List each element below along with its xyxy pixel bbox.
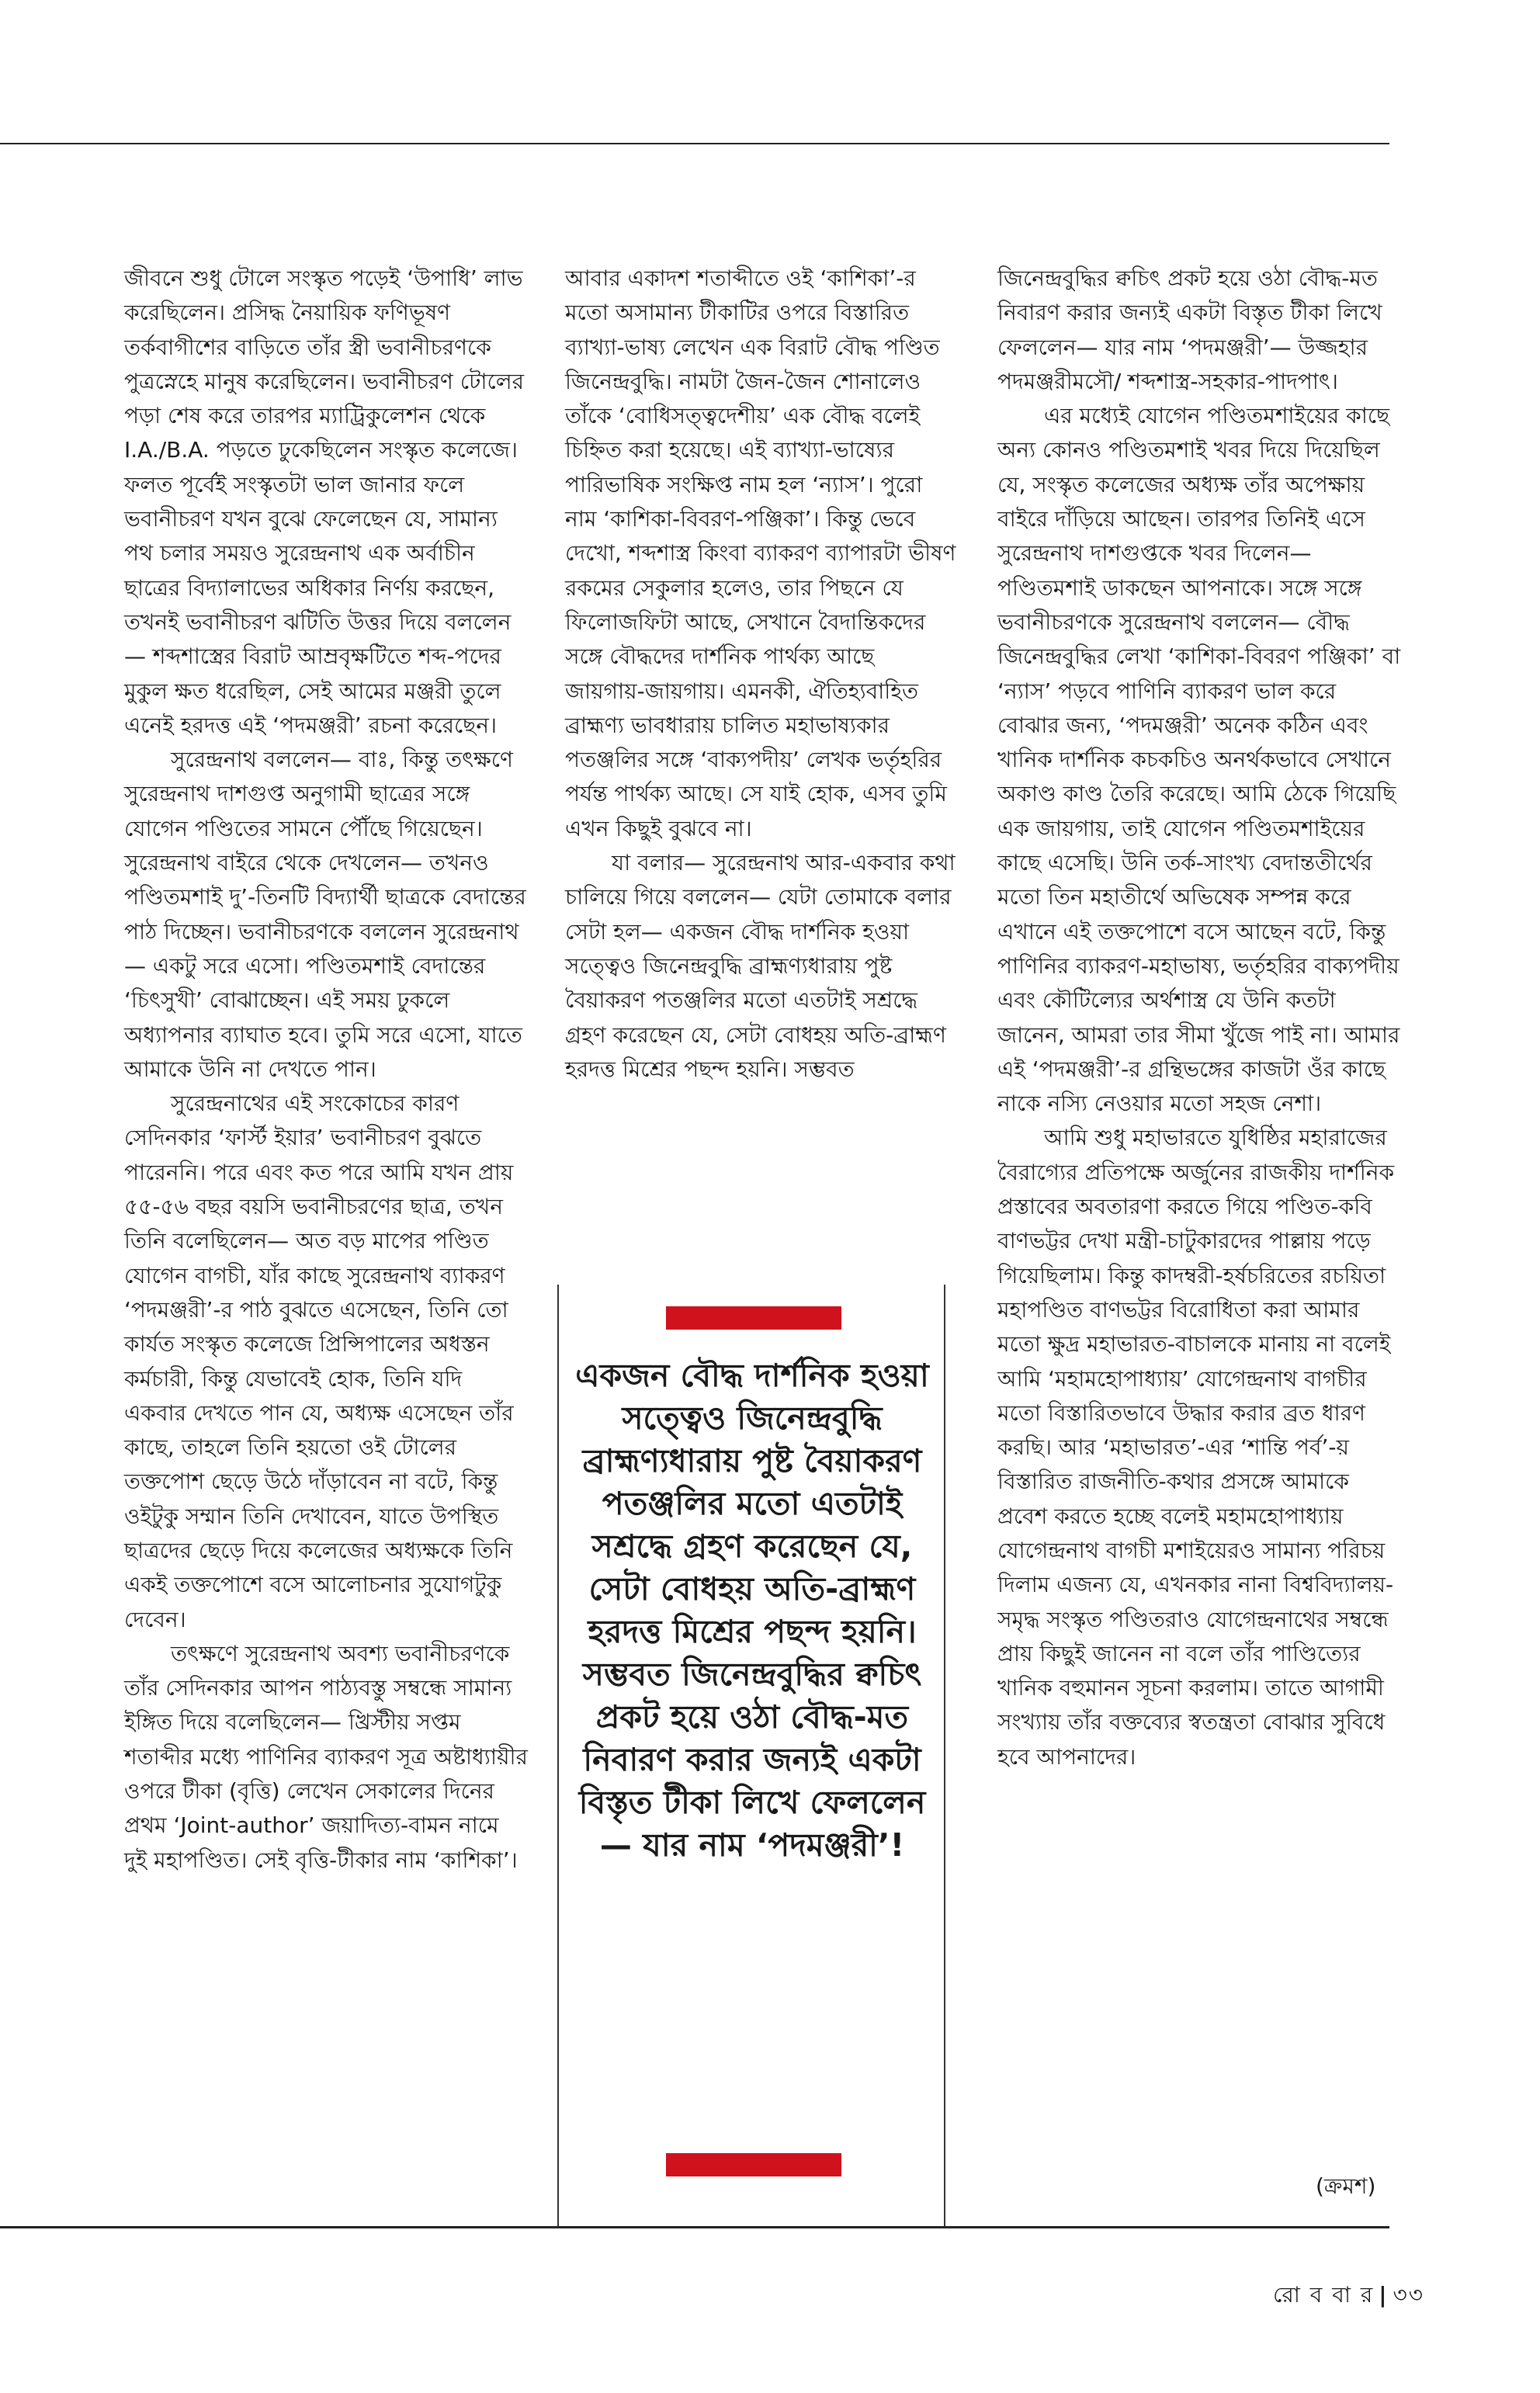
continued-marker: (ক্রমশ) — [1316, 2173, 1376, 2199]
article-column-1 — [124, 262, 528, 1878]
paragraph: জীবনে শুধু টোলে সংস্কৃত পড়েই ‘উপাধি’ লাভ করেছিলেন। প্রসিদ্ধ নৈয়ায়িক ফণিভূষণ তর্কবাগীশের বাড়িতে তাঁর স্ত্রী ভবানীচরণকে পুত্রস্নেহে মানুষ করেছিলেন। ভবানীচরণ টোলের পড়া শেষ করে তারপর ম্যাট্রিকুলেশন থেকে I.A./B.A. পড়তে ঢুকেছিলেন সংস্কৃত কলেজে। ফলত পূর্বেই সংস্কৃতটা ভাল জানার ফলে ভবানীচরণ যখন বুঝে ফেলেছেন যে, সামান্য পথ চলার সময়ও সুরেন্দ্রনাথ এক অর্বাচীন ছাত্রের বিদ্যালাভের অধিকার নির্ণয় করছেন, তখনই ভবানীচরণ ঝটিতি উত্তর দিয়ে বললেন— শব্দশাস্ত্রের বিরাট আম্রবৃক্ষটিতে শব্দ-পদের মুকুল ক্ষত ধরেছিল, সেই আমের মঞ্জরী তুলে এনেই হরদত্ত এই ‘পদমঞ্জরী’ রচনা করেছেন। — [124, 265, 524, 738]
paragraph: আমি শুধু মহাভারতে যুধিষ্ঠির মহারাজের বৈরাগ্যের প্রতিপক্ষে অর্জুনের রাজকীয় দার্শনিক প্রস্তাবের অবতারণা করতে গিয়ে পণ্ডিত-কবি বাণভট্টর দেখা মন্ত্রী-চাটুকারদের পাল্লায় পড়ে গিয়েছিলাম। কিন্তু কাদম্বরী-হর্ষচরিতের রচয়িতা মহাপণ্ডিত বাণভট্টর বিরোধিতা করা আমার মতো ক্ষুদ্র মহাভারত-বাচালকে মানায় না বলেই আমি ‘মহামহোপাধ্যায়’ যোগেন্দ্রনাথ বাগচীর মতো বিস্তারিতভাবে উদ্ধার করার ব্রত ধারণ করছি। আর ‘মহাভারত’-এর ‘শান্তি পর্ব’-য় বিস্তারিত রাজনীতি-কথার প্রসঙ্গে আমাকে প্রবেশ করতে হচ্ছে বলেই মহামহোপাধ্যায় যোগেন্দ্রনাথ বাগচী মশাইয়েরও সামান্য পরিচয় দিলাম এজন্য যে, এখনকার নানা বিশ্ববিদ্যালয়-সমৃদ্ধ সংস্কৃত পণ্ডিতরাও যোগেন্দ্রনাথের সম্বন্ধে প্রায় কিছুই জানেন না বলে তাঁর পাণ্ডিত্যের খানিক বহুমানন সূচনা করলাম। তাতে আগামী সংখ্যায় তাঁর বক্তব্যের স্বতন্ত্রতা বোঝার সুবিধে হবে আপনাদের। — [997, 1125, 1395, 1770]
pullquote-right-border — [944, 1285, 945, 2226]
paragraph: আবার একাদশ শতাব্দীতে ওই ‘কাশিকা’-র মতো অসামান্য টীকাটির ওপরে বিস্তারিত ব্যাখ্যা-ভাষ্য লেখেন এক বিরাট বৌদ্ধ পণ্ডিত জিনেন্দ্রবুদ্ধি। নামটা জৈন-জৈন শোনালেও তাঁকে ‘বোধিসত্ত্বদেশীয়’ এক বৌদ্ধ বলেই চিহ্নিত করা হয়েছে। এই ব্যাখ্যা-ভাষ্যের পারিভাষিক সংক্ষিপ্ত নাম হল ‘ন্যাস’। পুরো নাম ‘কাশিকা-বিবরণ-পঞ্জিকা’। কিন্তু ভেবে দেখো, শব্দশাস্ত্র কিংবা ব্যাকরণ ব্যাপারটা ভীষণ রকমের সেকুলার হলেও, তার পিছনে যে ফিলোজফিটা আছে, সেখানে বৈদান্তিকদের সঙ্গে বৌদ্ধদের দার্শনিক পার্থক্য আছে জায়গায়-জায়গায়। এমনকী, ঐতিহ্যবাহিত ব্রাহ্মণ্য ভাবধারায় চালিত মহাভাষ্যকার পতঞ্জলির সঙ্গে ‘বাক্যপদীয়’ লেখক ভর্তৃহরির পর্যন্ত পার্থক্য আছে। সে যাই হোক, এসব তুমি এখন কিছুই বুঝবে না। — [565, 265, 956, 841]
pullquote-bottom-red-bar — [666, 2153, 841, 2176]
magazine-name: রো ব বা র — [1273, 2282, 1375, 2308]
pullquote: একজন বৌদ্ধ দার্শনিক হওয়া সত্ত্বেও জিনেন্দ্রবুদ্ধি ব্রাহ্মণ্যধারায় পুষ্ট বৈয়াকরণ পতঞ্জলির মতো এতটাই সশ্রদ্ধে গ্রহণ করেছেন যে, সেটা বোধহয় অতি-ব্রাহ্মণ হরদত্ত মিশ্রের পছন্দ হয়নি। সম্ভবত জিনেন্দ্রবুদ্ধির ক্বচিৎ প্রকট হয়ে ওঠা বৌদ্ধ-মত নিবারণ করার জন্যই একটা বিস্তৃত টীকা লিখে ফেললেন— যার নাম ‘পদমঞ্জরী’! — [575, 1357, 929, 1864]
paragraph: তৎক্ষণে সুরেন্দ্রনাথ অবশ্য ভবানীচরণকে তাঁর সেদিনকার আপন পাঠ্যবস্তু সম্বন্ধে সামান্য ইঙ্গিত দিয়ে বলেছিলেন— খ্রিস্টীয় সপ্তম শতাব্দীর মধ্যে পাণিনির ব্যাকরণ সূত্র অষ্টাধ্যায়ীর ওপরে টীকা (বৃত্তি) লেখেন সেকালের দিনের প্রথম ‘Joint-author’ জয়াদিত্য-বামন নামে দুই মহাপণ্ডিত। সেই বৃত্তি-টীকার নাম ‘কাশিকা’। — [124, 1640, 528, 1873]
article-column-2 — [565, 262, 959, 1087]
article-column-3 — [997, 262, 1401, 1774]
pullquote-left-border — [557, 1285, 559, 2226]
top-rule — [0, 143, 1389, 144]
page-number: ৩৩ — [1393, 2282, 1424, 2308]
bottom-rule — [0, 2226, 1389, 2228]
footer-separator: | — [1379, 2282, 1389, 2308]
page-footer — [1273, 2278, 1424, 2315]
paragraph: সুরেন্দ্রনাথ বললেন— বাঃ, কিন্তু তৎক্ষণে সুরেন্দ্রনাথ দাশগুপ্ত অনুগামী ছাত্রের সঙ্গে যোগেন পণ্ডিতের সামনে পৌঁছে গিয়েছেন। সুরেন্দ্রনাথ বাইরে থেকে দেখলেন— তখনও পণ্ডিতমশাই দু’-তিনটি বিদ্যার্থী ছাত্রকে বেদান্তের পাঠ দিচ্ছেন। ভবানীচরণকে বললেন সুরেন্দ্রনাথ— একটু সরে এসো। পণ্ডিতমশাই বেদান্তের ‘চিৎসুখী’ বোঝাচ্ছেন। এই সময় ঢুকলে অধ্যাপনার ব্যাঘাত হবে। তুমি সরে এসো, যাতে আমাকে উনি না দেখতে পান। — [124, 747, 526, 1082]
paragraph: জিনেন্দ্রবুদ্ধির ক্বচিৎ প্রকট হয়ে ওঠা বৌদ্ধ-মত নিবারণ করার জন্যই একটা বিস্তৃত টীকা লিখে ফেললেন— যার নাম ‘পদমঞ্জরী’— উজ্জহার পদমঞ্জরীমসৌ/ শব্দশাস্ত্র-সহকার-পাদপাৎ। — [997, 265, 1382, 394]
pullquote-top-red-bar — [666, 1306, 841, 1330]
paragraph: এর মধ্যেই যোগেন পণ্ডিতমশাইয়ের কাছে অন্য কোনও পণ্ডিতমশাই খবর দিয়ে দিয়েছিল যে, সংস্কৃত কলেজের অধ্যক্ষ তাঁর অপেক্ষায় বাইরে দাঁড়িয়ে আছেন। তারপর তিনিই এসে সুরেন্দ্রনাথ দাশগুপ্তকে খবর দিলেন— পণ্ডিতমশাই ডাকছেন আপনাকে। সঙ্গে সঙ্গে ভবানীচরণকে সুরেন্দ্রনাথ বললেন— বৌদ্ধ জিনেন্দ্রবুদ্ধির লেখা ‘কাশিকা-বিবরণ পঞ্জিকা’ বা ‘ন্যাস’ পড়বে পাণিনি ব্যাকরণ ভাল করে বোঝার জন্য, ‘পদমঞ্জরী’ অনেক কঠিন এবং খানিক দার্শনিক কচকচিও অনর্থকভাবে সেখানে অকাণ্ড কাণ্ড তৈরি করেছে। আমি ঠেকে গিয়েছি এক জায়গায়, তাই যোগেন পণ্ডিতমশাইয়ের কাছে এসেছি। উনি তর্ক-সাংখ্য বেদান্ততীর্থের মতো তিন মহাতীর্থে অভিষেক সম্পন্ন করে এখানে এই তক্তপোশে বসে আছেন বটে, কিন্তু পাণিনির ব্যাকরণ-মহাভাষ্য, ভর্তৃহরির বাক্যপদীয় এবং কৌটিল্যের অর্থশাস্ত্র যে উনি কতটা জানেন, আমরা তার সীমা খুঁজে পাই না। আমার এই ‘পদমঞ্জরী’-র গ্রন্থিভঙ্গের কাজটা ওঁর কাছে নাকে নস্যি নেওয়ার মতো সহজ নেশা। — [997, 403, 1401, 1117]
paragraph: সুরেন্দ্রনাথের এই সংকোচের কারণ সেদিনকার ‘ফার্স্ট ইয়ার’ ভবানীচরণ বুঝতে পারেননি। পরে এবং কত পরে আমি যখন প্রায় ৫৫-৫৬ বছর বয়সি ভবানীচরণের ছাত্র, তখন তিনি বলেছিলেন— অত বড় মাপের পণ্ডিত যোগেন বাগচী, যাঁর কাছে সুরেন্দ্রনাথ ব্যাকরণ ‘পদমঞ্জরী’-র পাঠ বুঝতে এসেছেন, তিনি তো কার্যত সংস্কৃত কলেজে প্রিন্সিপালের অধস্তন কর্মচারী, কিন্তু যেভাবেই হোক, তিনি যদি একবার দেখতে পান যে, অধ্যক্ষ এসেছেন তাঁর কাছে, তাহলে তিনি হয়তো ওই টোলের তক্তপোশ ছেড়ে উঠে দাঁড়াবেন না বটে, কিন্তু ওইটুকু সম্মান তিনি দেখাবেন, যাতে উপস্থিত ছাত্রদের ছেড়ে দিয়ে কলেজের অধ্যক্ষকে তিনি একই তক্তপোশে বসে আলোচনার সুযোগটুকু দেবেন। — [124, 1091, 514, 1632]
paragraph: যা বলার— সুরেন্দ্রনাথ আর-একবার কথা চালিয়ে গিয়ে বললেন— যেটা তোমাকে বলার সেটা হল— একজন বৌদ্ধ দার্শনিক হওয়া সত্ত্বেও জিনেন্দ্রবুদ্ধি ব্রাহ্মণ্যধারায় পুষ্ট বৈয়াকরণ পতঞ্জলির মতো এতটাই সশ্রদ্ধে গ্রহণ করেছেন যে, সেটা বোধহয় অতি-ব্রাহ্মণ হরদত্ত মিশ্রের পছন্দ হয়নি। সম্ভবত — [565, 850, 956, 1082]
